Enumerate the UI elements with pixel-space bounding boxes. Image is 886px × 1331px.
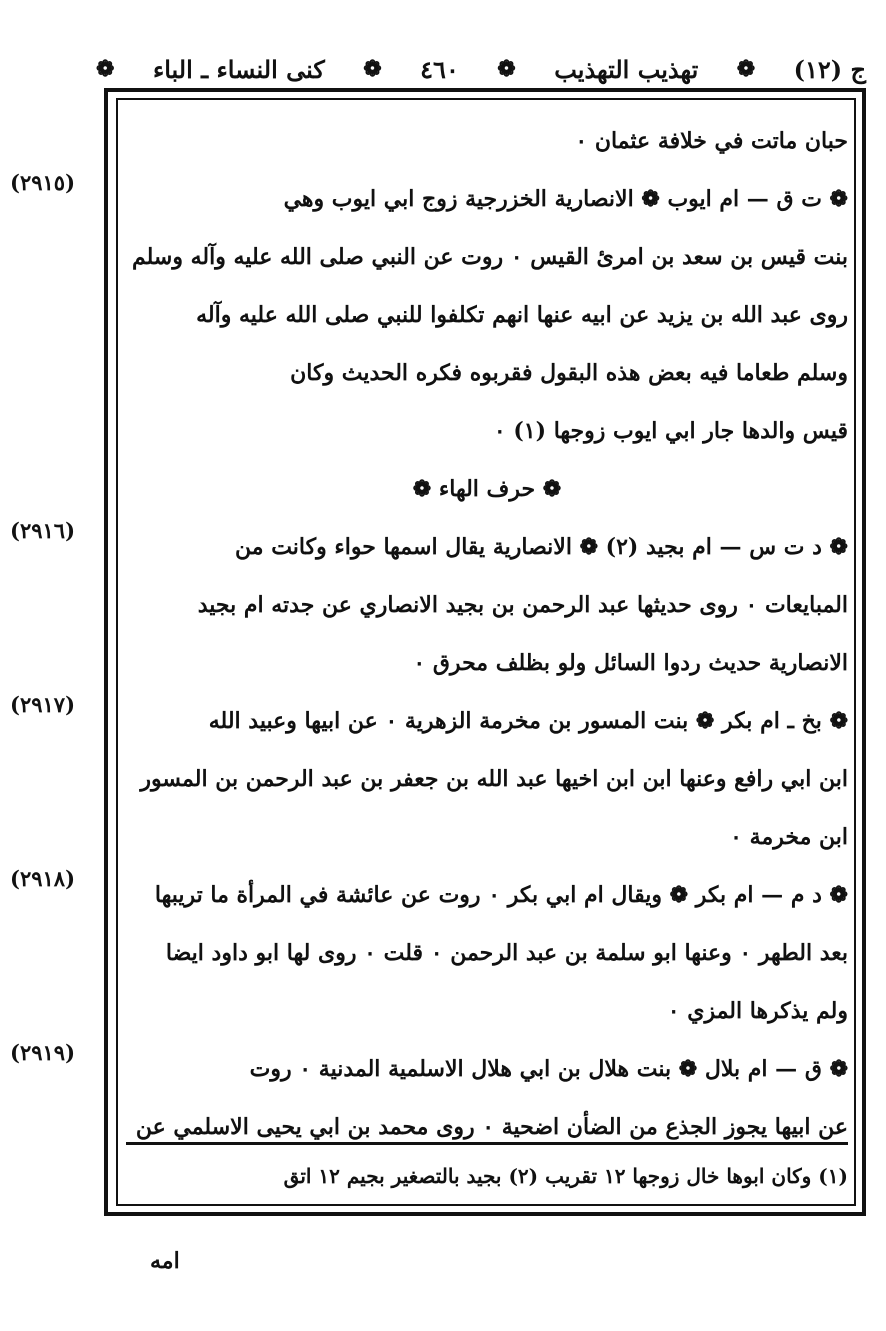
text-line: ❁ ت ق — ام ايوب ❁ الانصارية الخزرجية زوج ابي ايوب وهي bbox=[283, 186, 848, 212]
text-line: بعد الطهر ٠ وعنها ابو سلمة بن عبد الرحمن ٠ قلت ٠ روى لها ابو داود ايضا bbox=[165, 940, 848, 966]
entry-number: (٢٩١٩) bbox=[10, 1040, 75, 1065]
ornament-icon: ❁ bbox=[736, 56, 756, 82]
text-line: ولم يذكرها المزي ٠ bbox=[667, 998, 848, 1024]
section-heading: ❁ حرف الهاء ❁ bbox=[412, 476, 562, 502]
text-line: المبايعات ٠ روى حديثها عبد الرحمن بن بجيد الانصاري عن جدته ام بجيد bbox=[197, 592, 848, 618]
text-line: ابن مخرمة ٠ bbox=[730, 824, 848, 850]
text-line: روى عبد الله بن يزيد عن ابيه عنها انهم تكلفوا للنبي صلى الله عليه وآله bbox=[196, 302, 848, 328]
text-line: ❁ د م — ام بكر ❁ ويقال ام ابي بكر ٠ روت عن عائشة في المرأة ما تريبها bbox=[154, 882, 848, 908]
header-volume: ج (١٢) bbox=[793, 54, 866, 84]
ornament-icon: ❁ bbox=[96, 56, 115, 82]
text-line: الانصارية حديث ردوا السائل ولو بظلف محرق ٠ bbox=[413, 650, 848, 676]
text-line: ابن ابي رافع وعنها ابن ابن اخيها عبد الله بن جعفر بن عبد الرحمن بن المسور bbox=[140, 766, 848, 792]
main-text bbox=[126, 112, 848, 1156]
header-book-title: تهذيب التهذيب bbox=[554, 54, 699, 84]
catchword: امه bbox=[150, 1248, 180, 1274]
text-line: ❁ ق — ام بلال ❁ بنت هلال بن ابي هلال الاسلمية المدنية ٠ روت bbox=[249, 1056, 848, 1082]
footnote: (١) وكان ابوها خال زوجها ١٢ تقريب (٢) بجيد بالتصغير بجيم ١٢ اتق bbox=[283, 1164, 848, 1188]
ornament-icon: ❁ bbox=[363, 56, 382, 82]
entry-number: (٢٩١٥) bbox=[10, 170, 75, 195]
text-line: وسلم طعاما فيه بعض هذه البقول فقربوه فكره الحديث وكان bbox=[290, 360, 848, 386]
text-line: حبان ماتت في خلافة عثمان ٠ bbox=[575, 128, 848, 154]
text-line: بنت قيس بن سعد بن امرئ القيس ٠ روت عن النبي صلى الله عليه وآله وسلم bbox=[131, 244, 848, 270]
header-page-number: ٤٦٠ bbox=[420, 54, 459, 84]
text-line: ❁ د ت س — ام بجيد (٢) ❁ الانصارية يقال اسمها حواء وكانت من bbox=[235, 534, 848, 560]
entry-number: (٢٩١٨) bbox=[10, 866, 75, 891]
entry-number: (٢٩١٧) bbox=[10, 692, 75, 717]
footnote-divider bbox=[126, 1142, 848, 1145]
text-line: قيس والدها جار ابي ايوب زوجها (١) ٠ bbox=[493, 418, 848, 444]
ornament-icon: ❁ bbox=[497, 56, 516, 82]
entry-number: (٢٩١٦) bbox=[10, 518, 75, 543]
text-line: ❁ بخ ـ ام بكر ❁ بنت المسور بن مخرمة الزهرية ٠ عن ابيها وعبيد الله bbox=[208, 708, 848, 734]
text-line: عن ابيها يجوز الجذع من الضأن اضحية ٠ روى محمد بن ابي يحيى الاسلمي عن bbox=[135, 1114, 848, 1140]
header-section: كنى النساء ـ الباء bbox=[152, 54, 325, 84]
running-header bbox=[96, 48, 866, 90]
